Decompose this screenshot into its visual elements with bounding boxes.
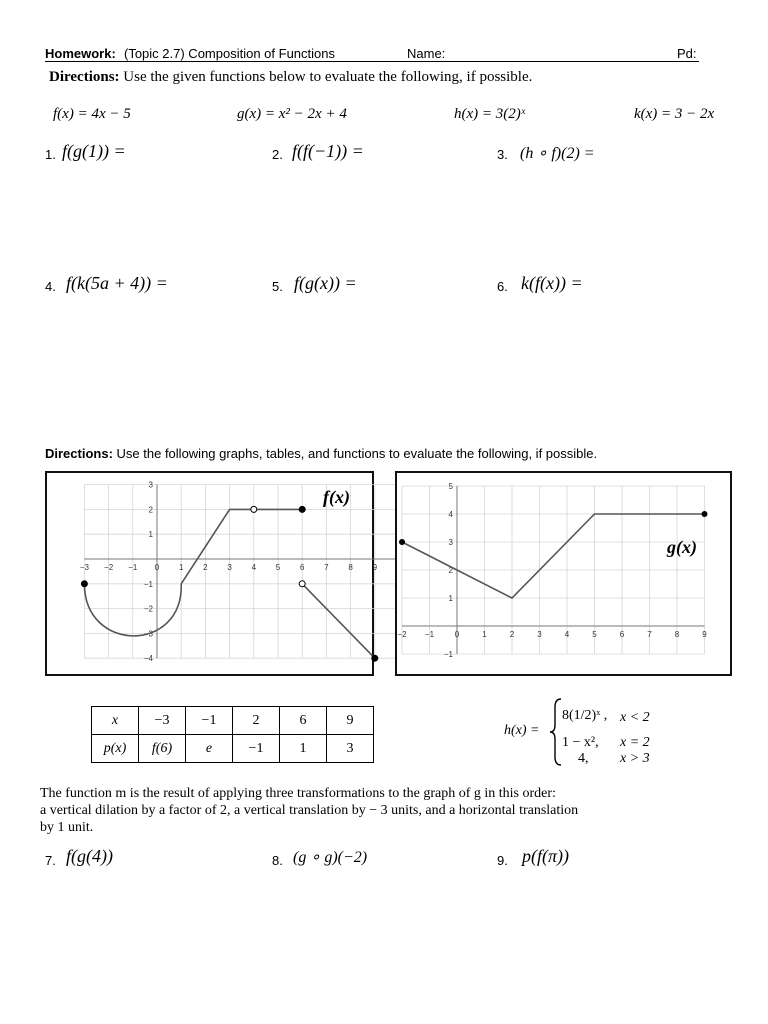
graph-g-label: g(x) (667, 537, 697, 557)
y-tick-label: −3 (143, 629, 153, 639)
question-7-expression: f(g(4)) (66, 846, 113, 866)
x-tick-label: 3 (227, 563, 232, 572)
question-8-number: 8. (272, 853, 283, 868)
topic-title: (Topic 2.7) Composition of Functions (124, 46, 335, 61)
x-tick-label: −3 (79, 563, 89, 572)
closed-point (702, 511, 708, 517)
question-4-number: 4. (45, 279, 56, 294)
h-case-2-expr: 1 − x², (562, 735, 599, 750)
question-8-expression: (g ∘ g)(−2) (293, 849, 368, 866)
directions-1-text: Use the given functions below to evaluate the following, if possible. (123, 69, 533, 85)
question-6-number: 6. (497, 279, 508, 294)
graph-g (395, 471, 732, 676)
x-tick-label: 3 (537, 630, 542, 639)
question-2-expression: f(f(−1)) = (292, 141, 364, 161)
table-cell: 3 (327, 735, 374, 763)
question-5-number: 5. (272, 279, 283, 294)
x-tick-label: 2 (203, 563, 208, 572)
y-tick-label: −2 (143, 604, 153, 614)
h-case-3-cond: x > 3 (620, 751, 650, 766)
directions-1 (49, 69, 532, 86)
x-tick-label: 6 (619, 630, 625, 639)
open-point (299, 581, 305, 587)
directions-1-label: Directions: (49, 69, 120, 85)
g-line-segment (402, 514, 705, 598)
y-tick-label: 1 (448, 594, 453, 603)
y-tick-label: −1 (443, 650, 453, 659)
h-piecewise-lhs: h(x) = (504, 723, 540, 738)
y-tick-label: −1 (143, 579, 153, 589)
h-case-1-expr: 8(1/2)ˣ , (562, 708, 608, 723)
question-9-expression: p(f(π)) (522, 846, 569, 866)
table-cell: −3 (139, 707, 186, 735)
question-5-expression: f(g(x)) = (294, 273, 357, 293)
table-cell: 2 (233, 707, 280, 735)
x-tick-label: 4 (564, 630, 570, 639)
table-cell: 1 (280, 735, 327, 763)
closed-point (299, 506, 305, 512)
question-6-expression: k(f(x)) = (521, 273, 583, 293)
closed-point (399, 539, 405, 545)
y-tick-label: 4 (448, 510, 453, 519)
function-g: g(x) = x² − 2x + 4 (237, 106, 347, 122)
table-cell: 6 (280, 707, 327, 735)
question-4-expression: f(k(5a + 4)) = (66, 273, 168, 293)
function-k: k(x) = 3 − 2x (634, 106, 715, 122)
table-cell: f(6) (139, 735, 186, 763)
x-tick-label: 2 (509, 630, 515, 639)
x-tick-label: 0 (154, 563, 160, 572)
x-tick-label: −1 (128, 563, 138, 572)
x-tick-label: 8 (674, 630, 680, 639)
x-tick-label: 7 (324, 563, 329, 572)
function-f: f(x) = 4x − 5 (53, 106, 131, 122)
y-tick-label: 2 (448, 566, 453, 575)
x-tick-label: 5 (275, 563, 281, 572)
question-7-number: 7. (45, 853, 56, 868)
x-tick-label: −2 (104, 563, 114, 572)
y-tick-label: 3 (448, 538, 453, 547)
header-underline (45, 61, 699, 62)
question-2-number: 2. (272, 147, 283, 162)
x-tick-label: −2 (397, 630, 407, 639)
open-point (251, 506, 257, 512)
table-cell: −1 (233, 735, 280, 763)
table-p-header-row (92, 707, 374, 735)
x-tick-label: 9 (702, 630, 707, 639)
m-description-line-1: The function m is the result of applying three transformations to the graph of g in this order: (40, 786, 556, 801)
m-description-line-3: by 1 unit. (40, 820, 94, 835)
y-tick-label: 1 (148, 530, 153, 540)
x-tick-label: 4 (251, 563, 257, 572)
table-p (91, 706, 374, 763)
table-cell: e (186, 735, 233, 763)
graph-f (45, 471, 378, 676)
graph-f-svg (47, 473, 378, 674)
table-cell: x (92, 707, 139, 735)
closed-point (372, 655, 378, 661)
graph-g-svg (397, 473, 730, 674)
table-cell: p(x) (92, 735, 139, 763)
y-tick-label: 2 (148, 505, 153, 515)
question-1-number: 1. (45, 147, 56, 162)
name-label: Name: (407, 46, 446, 61)
x-tick-label: −1 (424, 630, 435, 639)
table-cell: 9 (327, 707, 374, 735)
directions-2 (45, 446, 597, 461)
x-tick-label: 6 (299, 563, 305, 572)
question-3-number: 3. (497, 147, 508, 162)
closed-point (81, 581, 87, 587)
question-9-number: 9. (497, 853, 508, 868)
directions-2-text: Use the following graphs, tables, and functions to evaluate the following, if possible. (116, 446, 598, 461)
h-case-3-expr: 4, (578, 751, 589, 766)
x-tick-label: 8 (348, 563, 353, 572)
y-tick-label: 5 (448, 482, 453, 491)
x-tick-label: 7 (647, 630, 652, 639)
directions-2-label: Directions: (45, 446, 113, 461)
pd-label: Pd: (677, 46, 697, 61)
y-tick-label: 3 (148, 480, 153, 490)
homework-label: Homework: (45, 46, 116, 61)
function-h: h(x) = 3(2)ˣ (454, 106, 525, 122)
question-3-expression: (h ∘ f)(2) = (520, 145, 595, 162)
h-case-2-cond: x = 2 (620, 735, 650, 750)
x-tick-label: 1 (482, 630, 487, 639)
x-tick-label: 0 (454, 630, 460, 639)
h-case-1-cond: x < 2 (620, 710, 650, 725)
x-tick-label: 5 (592, 630, 597, 639)
table-cell: −1 (186, 707, 233, 735)
brace-icon (549, 697, 563, 767)
y-tick-label: −4 (143, 654, 153, 664)
graph-f-label: f(x) (323, 487, 350, 507)
f-line-segment (178, 509, 254, 583)
f-line-segment (302, 584, 375, 658)
x-tick-label: 9 (372, 563, 378, 572)
question-1-expression: f(g(1)) = (62, 141, 126, 161)
x-tick-label: 1 (178, 563, 184, 572)
table-p-value-row (92, 735, 374, 763)
m-description-line-2: a vertical dilation by a factor of 2, a vertical translation by − 3 units, and a horizontal translation (40, 803, 579, 818)
